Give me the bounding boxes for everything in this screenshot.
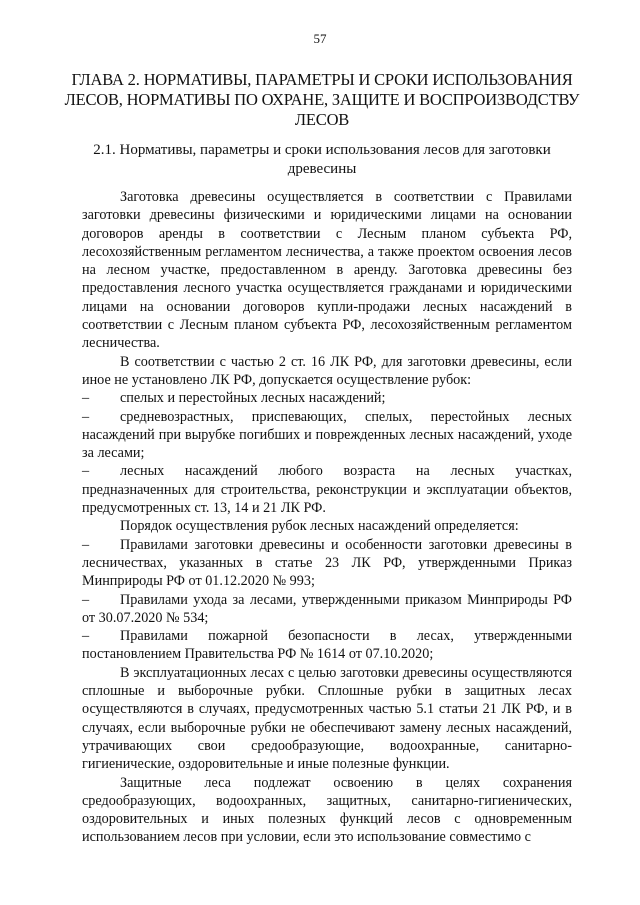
document-body bbox=[82, 188, 572, 847]
list-item bbox=[82, 389, 572, 407]
body-paragraph: Порядок осуществления рубок лесных насаждений определяется: bbox=[120, 518, 519, 535]
list-dash: – bbox=[82, 591, 90, 608]
list-item-text: Правилами заготовки древесины и особенности заготовки древесины в лесничествах, указанных в статье 23 ЛК РФ, утвержденными Приказ Минприроды РФ от 01.12.2020 № 993; bbox=[82, 536, 572, 590]
list-item bbox=[82, 408, 572, 463]
list-item bbox=[82, 591, 572, 628]
list-dash: – bbox=[82, 463, 90, 480]
body-paragraph: В эксплуатационных лесах с целью заготовки древесины осуществляются сплошные и выборочные рубки. Сплошные рубки в защитных лесах осуществляются в случаях, предусмотренных частью 5.1 статьи 21 ЛК РФ, и в случаях, если выборочные рубки не обеспечивают замену лесных насаждений, утрачивающих свои средообразующие, водоохранные, санитарно-гигиенические, оздоровительные и иные полезные функции. bbox=[82, 664, 572, 773]
body-paragraph: В соответствии с частью 2 ст. 16 ЛК РФ, для заготовки древесины, если иное не установлено ЛК РФ, допускается осуществление рубок: bbox=[82, 353, 572, 388]
list-item-text: средневозрастных, приспевающих, спелых, перестойных лесных насаждений при вырубке погибших и поврежденных лесных насаждений, уходе за лесами; bbox=[82, 408, 572, 462]
list-dash: – bbox=[82, 536, 90, 553]
list-item bbox=[82, 536, 572, 591]
list-item bbox=[82, 462, 572, 517]
list-item-text: Правилами пожарной безопасности в лесах, утвержденными постановлением Правительства РФ № 1614 от 07.10.2020; bbox=[82, 628, 572, 663]
page-number: 57 bbox=[313, 31, 327, 46]
body-paragraph: Защитные леса подлежат освоению в целях сохранения средообразующих, водоохранных, защитных, санитарно-гигиенических, оздоровительных и иных полезных функций лесов с одновременным использованием лесов при условии, если это использование совместимо с bbox=[82, 774, 572, 846]
body-paragraph: Заготовка древесины осуществляется в соответствии с Правилами заготовки древесины физическими и юридическими лицами на основании договоров аренды в соответствии с Лесным планом субъекта РФ, лесохозяйственным регламентом лесничества, а также проектом освоения лесов на лесном участке, предоставленном в аренду. Заготовка древесины без предоставления лесного участка осуществляется гражданами и юридическими лицами на основании договоров купли-продажи лесных насаждений в соответствии с Лесным планом субъекта РФ, лесохозяйственным регламентом лесничества. bbox=[82, 189, 572, 352]
list-dash: – bbox=[82, 408, 90, 425]
list-item-text: спелых и перестойных лесных насаждений; bbox=[120, 390, 386, 407]
list-item-text: лесных насаждений любого возраста на лесных участках, предназначенных для строительства, реконструкции и эксплуатации объектов, предусмотренных ст. 13, 14 и 21 ЛК РФ. bbox=[82, 463, 572, 517]
list-dash: – bbox=[82, 628, 90, 645]
chapter-title: ГЛАВА 2. НОРМАТИВЫ, ПАРАМЕТРЫ И СРОКИ ИСПОЛЬЗОВАНИЯ ЛЕСОВ, НОРМАТИВЫ ПО ОХРАНЕ, ЗАЩИТЕ И ВОСПРОИЗВОДСТВУ ЛЕСОВ bbox=[64, 70, 580, 129]
section-title: 2.1. Нормативы, параметры и сроки использования лесов для заготовки древесины bbox=[93, 142, 551, 177]
list-item bbox=[82, 627, 572, 664]
list-dash: – bbox=[82, 390, 90, 407]
list-item-text: Правилами ухода за лесами, утвержденными приказом Минприроды РФ от 30.07.2020 № 534; bbox=[82, 591, 572, 626]
